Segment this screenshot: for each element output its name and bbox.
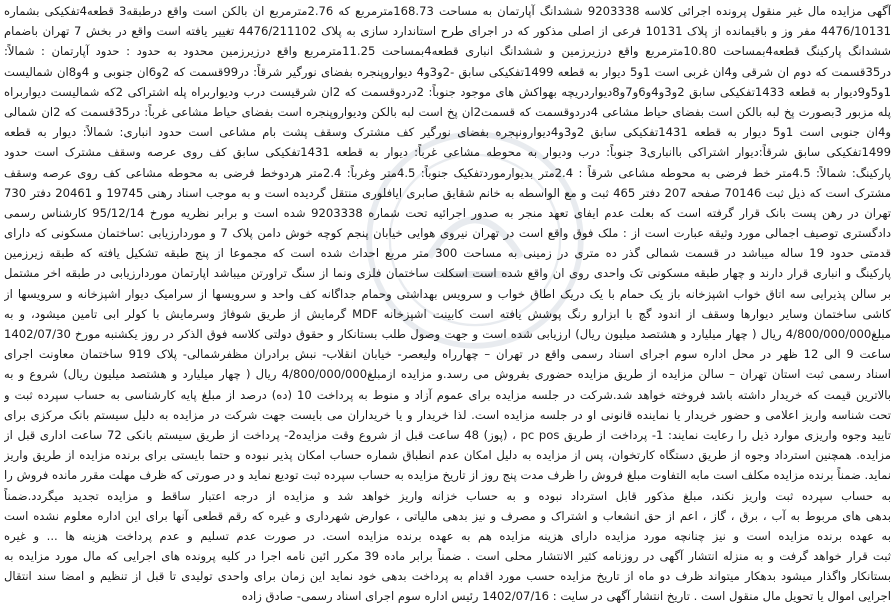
notice-line: اسناد رسمی ثبت استان تهران – سالن مزایده از طریق مزایده حضوری بفروش می رسد.و مزایده ازمبلغ4/800/000/000 ریال ( چهار میلیارد و هشتصد میلیون ریال) شروع و به [4,367,891,382]
notice-line: 1و5و9دیوار به قطعه 1433تفکیکی سابق 2و3و4و6و7و8دیواردریچه بهواکش های موجود جنوباً: 2دردوقسمت که 2ان شرقیست درب ودیواربراه پله اشتراکی 2که شمالیست دیواربراه [4,84,891,99]
notice-line: و4ان جنوبی است 1و5 دیوار به قطعه 1431تفکیکی سابق 2و3و4دیوارونپجره بفضای نورگیر کف مشترک وسقف پشت بام مشاعی است حدود انباری: شمالاً: دیوار به قطعه [4,125,891,140]
notice-line: کاشی ساختمان وسایر دیوارها وسقف از اندود گچ با ابزارو رنگ پوشش یافته است کابینت اشپزخانه MDF گرمایش از طریق شوفاژ وسرمایش با کولر ابی تامین میشود، و به [4,306,891,321]
notice-line: به عهده برنده مزایده است و نیز چنانچه مورد مزایده دارای هزینه مزایده هم به عهده برنده مزایده است. در صورت عدم تسلیم و عدم پرداخت هزینه ها ... و غیره [4,528,891,543]
notice-line: بر سالن پذیرایی سه اتاق خواب اشپزخانه باز یک حمام با یک دریک اطاق خواب و سرویس بهداشتی وحمام جداگانه کف واحد و سرویسها از سرامیک دیوار اشپزخانه و سرویسها از [4,286,891,301]
auction-notice-text [4,1,891,609]
notice-line: تحت شناسه واریز اعلامی و حضور خریدار یا نماینده قانونی او در جلسه مزایده است. لذا خریدار و یا خریداران می بایست جهت شرکت در مزایده به دلیل سیستم بانک مرکزی برای [4,407,891,422]
notice-line: ششدانگ پارکینگ قطعه4بمساحت 10.80مترمربع واقع درزیرزمین و ششدانگ انباری قطعه4بمساحت 11.25مترمربع واقع درزیرزمین محدود به حدود : حدود آپارتمان : شمالاً: [4,44,891,59]
notice-line: 1499تفکیکی سابق شرقاً:دیوار اشتراکی باانباری3 جنوباً: درب ودیوار به محوطه مشاعی غرباً: دیوار به قطعه 1431تفکیکی سابق کف روی عرصه وسقف مشترک است حدود [4,145,891,160]
notice-line: بستانکار واگذار میشود بدهکار میتواند ظرف دو ماه از تاریخ مزایده حسب مورد اقدام به پرداخت بدهی خود نماید این زمان برای واحدی تولیدی تا قبل از تنظیم و امضا سند انتقال [4,569,891,584]
notice-line: آگهی مزایده مال غیر منقول پرونده اجرائی کلاسه 9203338 ششدانگ آپارتمان به مساحت 168.73مترمربع که 2.76مترمربع ان بالکن است واقع درطبقه3 قطعه4تفکیکی بشماره [4,4,891,18]
notice-line: مبلغ4/800/000/000 ریال ( چهار میلیارد و هشتصد میلیون ریال) ارزیابی شده است و جهت وصول طلب بستانکار و حقوق دولتی کلاسه فوق الذکر در روز یکشنبه مورخ 1402/07/30 [4,327,891,341]
notice-line: بالاترین قیمت که خریدار داشته باشد فروخته خواهد شد.شرکت در جلسه مزایده برای عموم آزاد و منوط به پرداخت 10 (ده) درصد از مبلغ پایه کارشناسی به حساب سپرده ثبت و [4,387,891,402]
notice-line: مشترک است که ذیل ثبت 70146 صفحه 207 دفتر 465 ثبت و مع الواسطه به خانم شقایق صابری ایافلوری منتقل گردیده است و به موجب اسناد رهنی 19745 و 20461 دفتر 730 [4,185,891,200]
notice-line: تهران در رهن پست بانک قرار گرفته است که بعلت عدم ایفای تعهد منجر به صدور اجرائیه تحت شماره 9203338 شده است و برابر نظریه مورخ 95/12/14 کارشناس رسمی [4,205,891,220]
notice-line: قدمتی حدود 19 ساله میباشد در قسمت شمالی گذر ده متری در زمینی به مساحت 300 متر مربع احداث شده است که مجموعا از پنج طبقه تشکیل یافته که طبقه زیرزمین [4,246,891,261]
notice-line: ثبت قرار خواهد گرفت و به منزله انتشار آگهی در روزنامه کثیر الانتشار محلی است . ضمناً برابر ماده 39 مکرر ائین نامه اجرا در کلیه پرونده های اجرایی که مال مورد مزایده به [4,549,891,564]
notice-line: نماید. ضمناً برنده مزایده مکلف است مابه التفاوت مبلغ فروش را ظرف مدت پنج روز از تاریخ مزایده به حساب سپرده ثبت تودیع نماید و در صورتی که ظرف مهلت مقرر مانده فروش را [4,468,891,483]
notice-line: در35قسمت که دوم ان شرقی و4ان غربی است 1و5 دیوار به قطعه 1499تفکیکی سابق -2و3و4 دیواروپنجره بفضای نورگیر شرقاً: در99قسمت که 2و6ان جنوبی و 4و8ان شمالیست [4,64,891,79]
notice-line: مزایده. همچنین استرداد وجوه از طریق دستگاه کارتخوان، پس از مزایده به دلیل امکان عدم انطباق شماره حساب امکان پذیر نبوده و حتما بایستی برای برنده مزایده از طریق واریز [4,448,891,463]
notice-line: پارکینگ و انباری قرار دارند و چهار طبقه مسکونی تک واحدی روی ان واقع شده است اسکلت ساختمان فلزی ونما از سنگ تراورتن میباشد اپارتمان موردارزیابی در طبقه اخر مشتمل [4,266,891,281]
notice-line: اجرایی اموال یا تحویل مال منقول است . تاریخ انتشار آگهی در سایت : 1402/07/16 رئیس اداره سوم اجرای اسناد رسمی- صادق زاده [241,589,891,604]
notice-line: به حساب سپرده ثبت واریز نکند، مبلغ مذکور قابل استرداد نبوده و به حساب خزانه واریز خواهد شد و مزایده از درجه اعتبار ساقط و مزایده تجدید میگردد.ضمناً [4,488,891,503]
notice-line: دادگستری توصیف اجمالی مورد وثیقه عبارت است از : ملک فوق واقع است در تهران نیروی هوایی خیابان پنجم کوچه خوش دامن پلاک 7 و موردارزیابی :ساختمان مسکونی که دارای [4,226,891,241]
notice-line: 4476/10131 مفر وز و باقیمانده از پلاک 10131 فرعی از اصلی مذکور که در اجرای طرح استاندارد سازی به پلاک 4476/211102 تغییر یافته است واقع در بخش 7 تهران باضمام [4,24,891,39]
notice-line: ساعت 9 الی 12 ظهر در محل اداره سوم اجرای اسناد رسمی واقع در تهران – چهارراه ولیعصر- خیابان انقلاب- نبش برادران مظفرشمالی- پلاک 919 ساختمان معاونت اجرای [4,347,891,362]
notice-line: پارکینگ: شمالاً: 4.5متر خط فرضی به محوطه مشاعی شرقاً : 2.4متر بدیوارموردتفکیک جنوباً: 4.5متر وغرباً: 2.4متر هردوخط فرضی به محوطه مشاعی کف روی عرصه وسقف [4,165,891,180]
notice-line: پله مزبور 3بصورت پخ لبه بالکن است بفضای حیاط مشاعی 4دردوقسمت که قسمت2ان پخ است لبه بالکن ودیواروپنجره است بفضای حیاط مشاعی غرباً: در35قسمت که 2ان شمالی [4,104,891,119]
notice-line: تایید وجوه واریزی موارد ذیل را رعایت نمایند: 1- پرداخت از طریق pc pos ، (پوز) 48 ساعت قبل از شروع وقت مزایده2- پرداخت از طریق سیستم بانکی 72 ساعت اداری قبل از [4,427,891,442]
notice-line: بدهی های مربوط به آب ، برق ، گاز ، اعم از حق انشعاب و اشتراک و مصرف و نیز بدهی مالیاتی ، عوارض شهرداری و غیره که رقم قطعی آنها برای این اداره معلوم نشده است [4,508,891,523]
